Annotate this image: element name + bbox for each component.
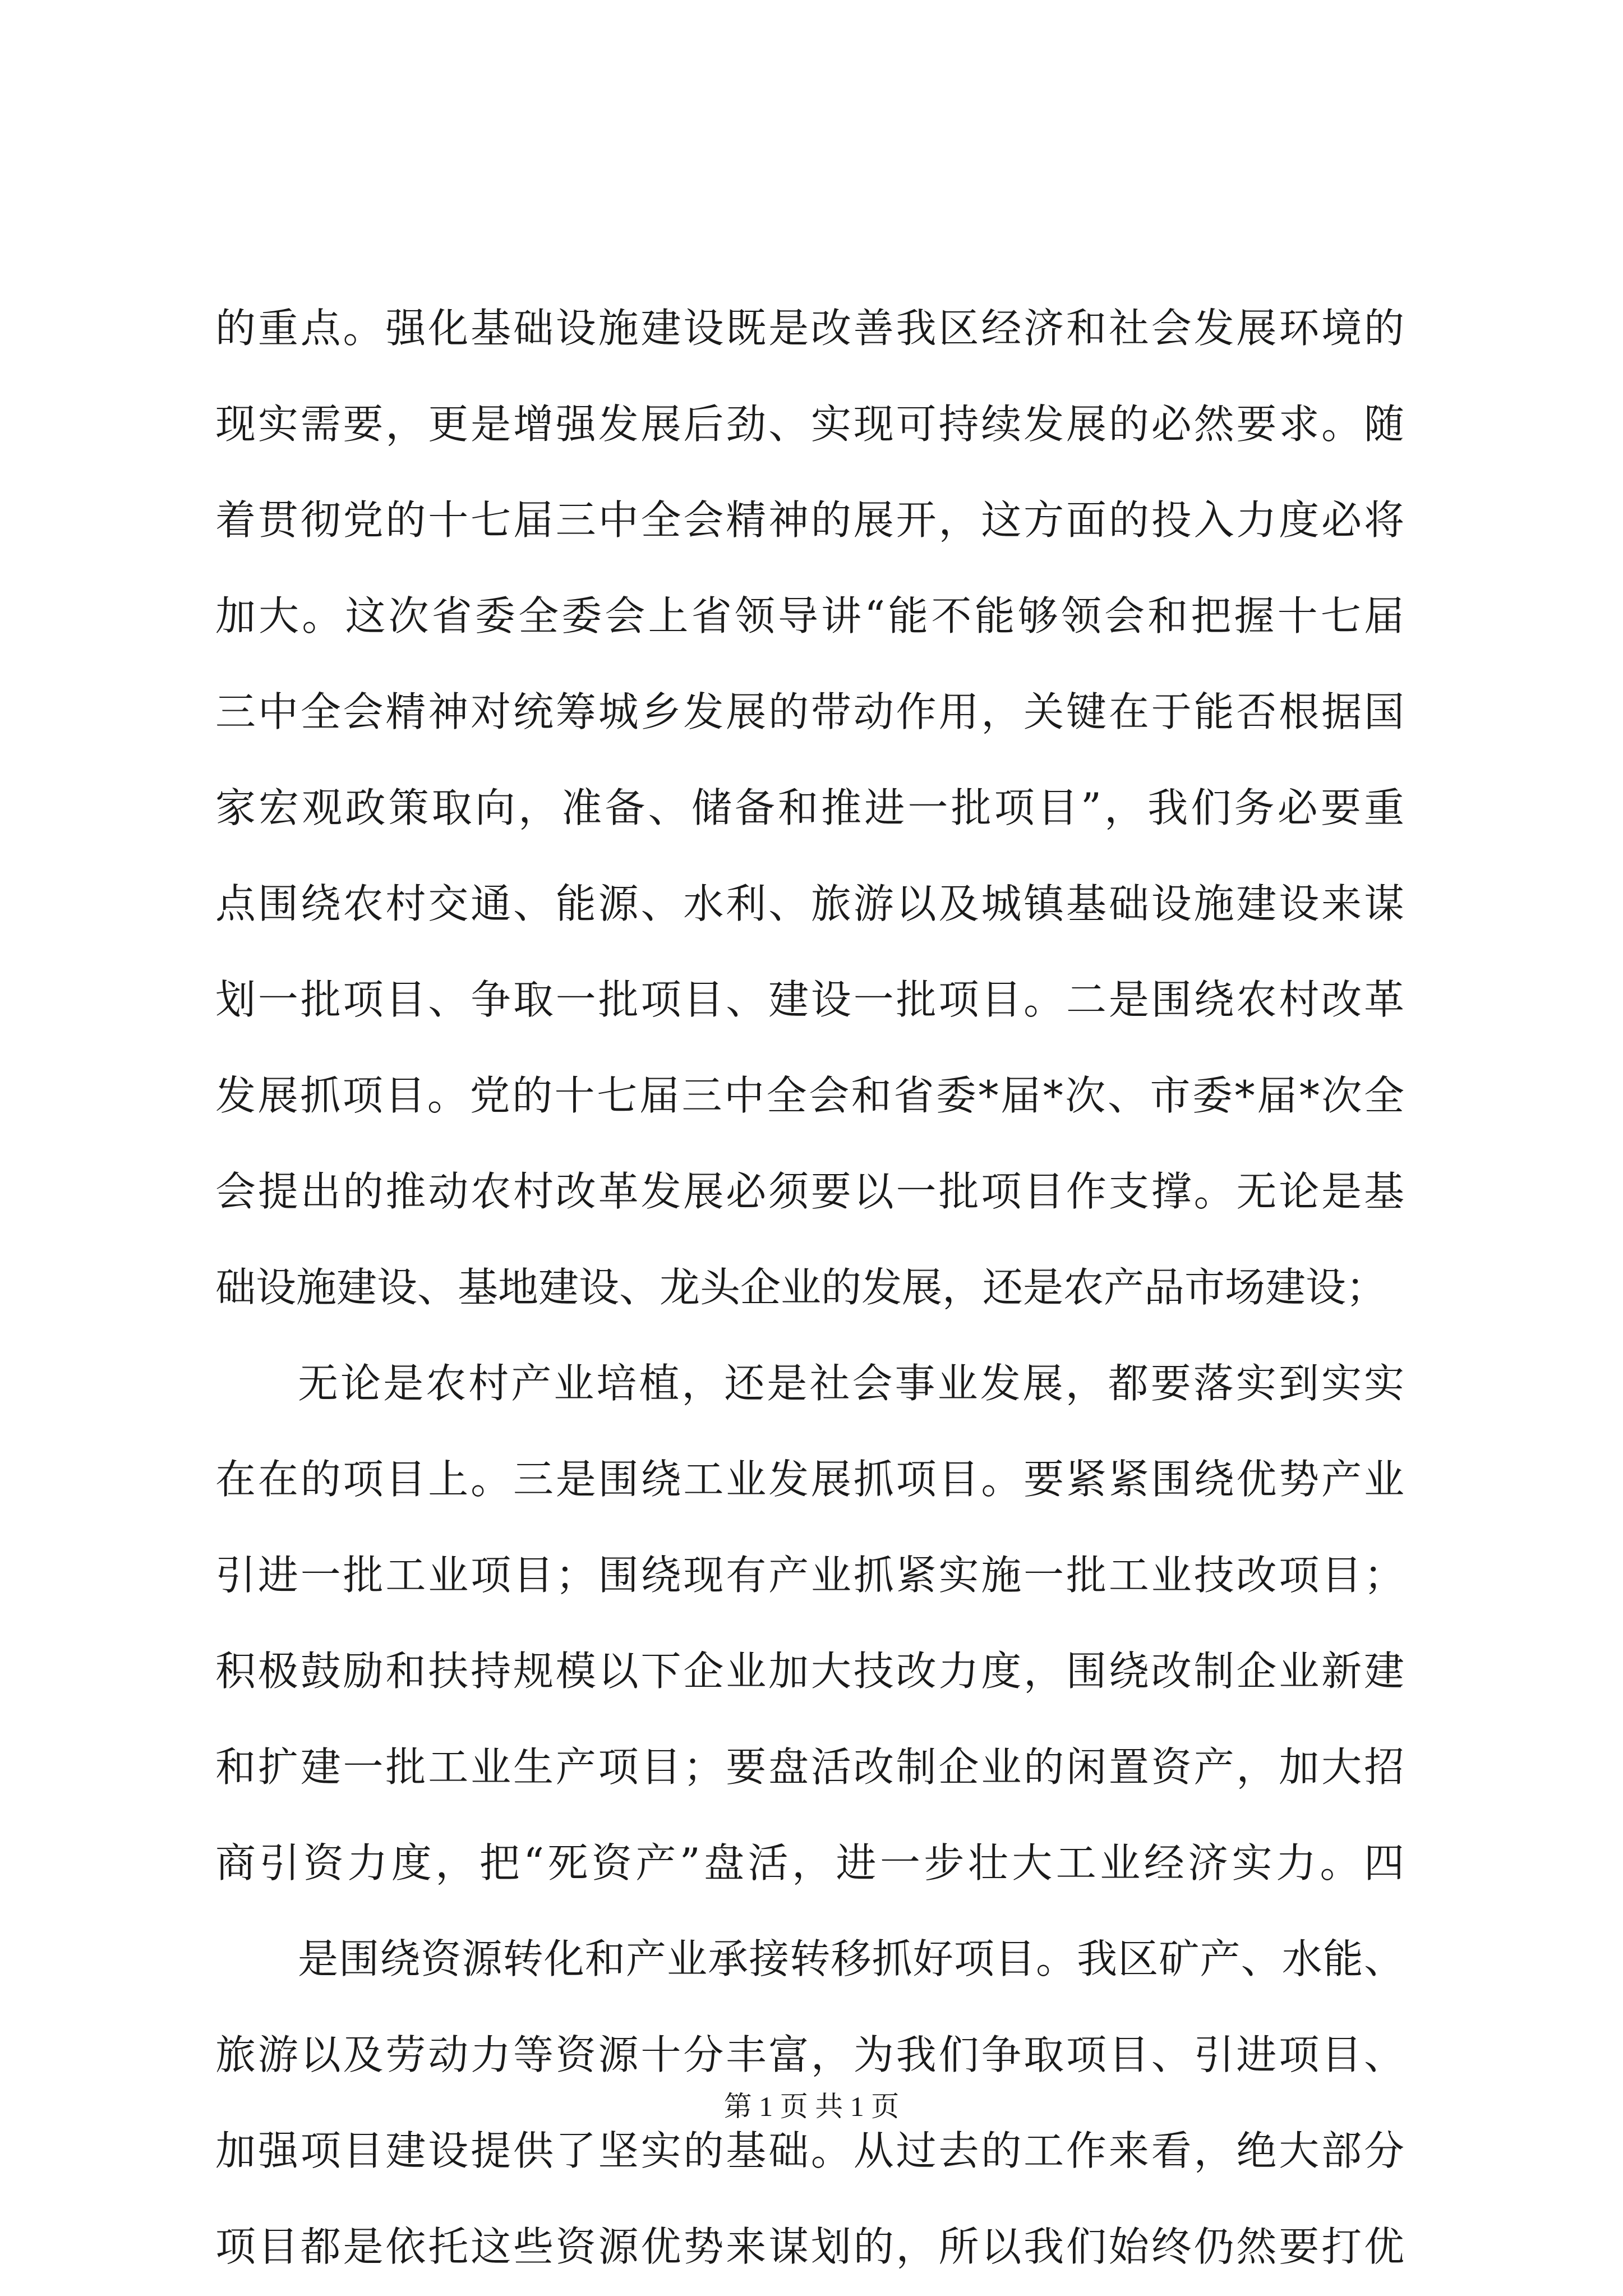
text-line: 在在的项目上。三是围绕工业发展抓项目。要紧紧围绕优势产业 xyxy=(215,1456,1404,1503)
text-line: 划一批项目、争取一批项目、建设一批项目。二是围绕农村改革 xyxy=(215,976,1404,1023)
text-line: 积极鼓励和扶持规模以下企业加大技改力度，围绕改制企业新建 xyxy=(215,1648,1404,1695)
text-line: 商引资力度，把“死资产”盘活，进一步壮大工业经济实力。四 xyxy=(215,1839,1404,1887)
text-line: 家宏观政策取向，准备、储备和推进一批项目”，我们务必要重 xyxy=(215,784,1404,831)
text-line: 项目都是依托这些资源优势来谋划的，所以我们始终仍然要打优 xyxy=(215,2223,1404,2270)
text-line: 点围绕农村交通、能源、水利、旅游以及城镇基础设施建设来谋 xyxy=(215,880,1404,927)
text-line: 会提出的推动农村改革发展必须要以一批项目作支撑。无论是基 xyxy=(215,1168,1404,1215)
text-line: 础设施建设、基地建设、龙头企业的发展，还是农产品市场建设； xyxy=(215,1264,1387,1311)
text-line: 引进一批工业项目；围绕现有产业抓紧实施一批工业技改项目； xyxy=(215,1552,1404,1599)
text-line: 无论是农村产业培植，还是社会事业发展，都要落实到实实 xyxy=(298,1360,1404,1407)
text-line: 加强项目建设提供了坚实的基础。从过去的工作来看，绝大部分 xyxy=(215,2127,1404,2174)
text-line: 三中全会精神对统筹城乡发展的带动作用，关键在于能否根据国 xyxy=(215,688,1404,735)
text-line: 加大。这次省委全委会上省领导讲“能不能够领会和把握十七届 xyxy=(215,592,1404,639)
text-line: 现实需要，更是增强发展后劲、实现可持续发展的必然要求。随 xyxy=(215,401,1404,448)
text-line: 的重点。强化基础设施建设既是改善我区经济和社会发展环境的 xyxy=(215,305,1404,352)
text-line: 旅游以及劳动力等资源十分丰富，为我们争取项目、引进项目、 xyxy=(215,2031,1404,2078)
page-footer: 第 1 页 共 1 页 xyxy=(723,2091,900,2122)
text-line: 是围绕资源转化和产业承接转移抓好项目。我区矿产、水能、 xyxy=(298,1935,1404,1982)
text-line: 发展抓项目。党的十七届三中全会和省委*届*次、市委*届*次全 xyxy=(215,1072,1404,1119)
body-text xyxy=(215,280,1404,2295)
text-line: 着贯彻党的十七届三中全会精神的展开，这方面的投入力度必将 xyxy=(215,496,1404,544)
text-line: 和扩建一批工业生产项目；要盘活改制企业的闲置资产，加大招 xyxy=(215,1743,1404,1791)
